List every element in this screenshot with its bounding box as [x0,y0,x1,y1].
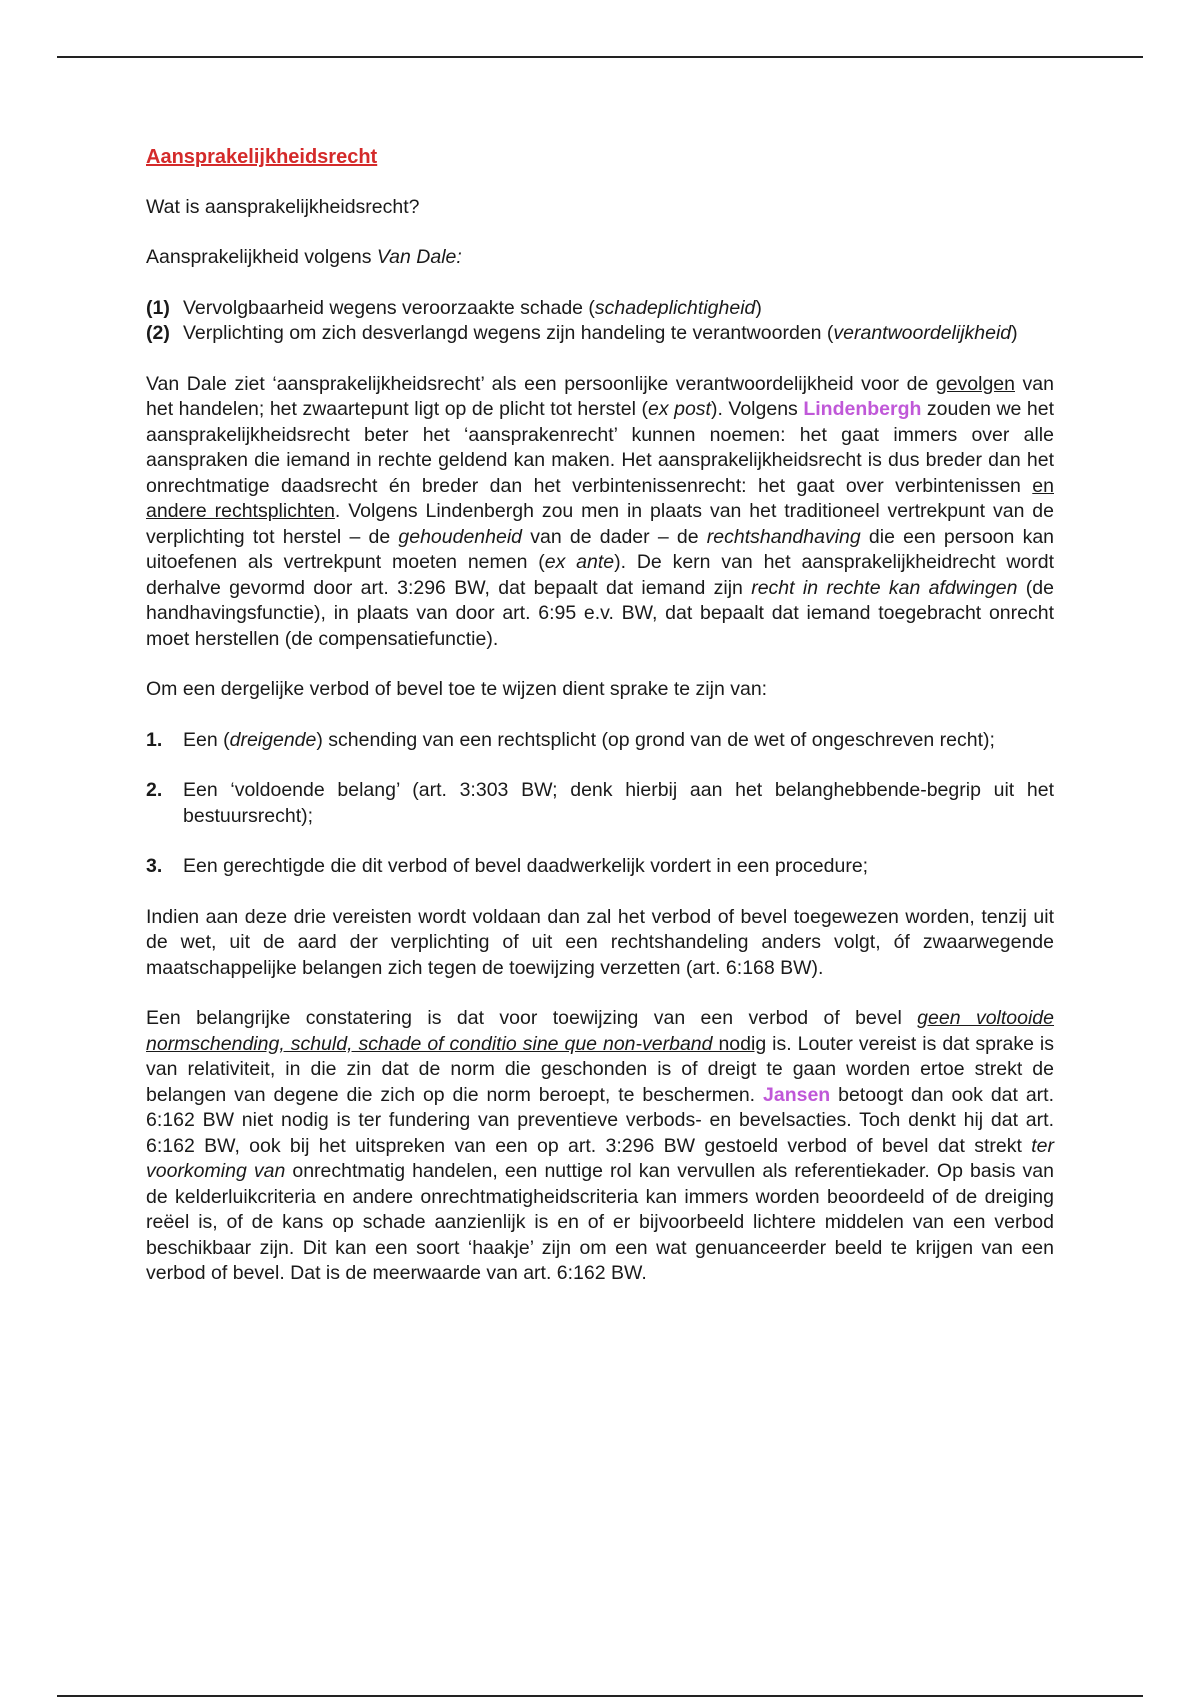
list-number: 1. [146,728,163,751]
list-item [146,321,1054,347]
document-body [146,145,1054,1287]
vandale-intro: Aansprakelijkheid volgens Van Dale: [146,246,462,268]
list-item [146,778,1054,829]
list-number: 2. [146,779,163,801]
requirements-list [146,728,1054,880]
definition-list [146,296,1054,347]
header-rule [57,56,1143,58]
list-text: Een (dreigende) schending van een rechtsplicht (op grond van de wet of ongeschreven recht); [183,728,995,751]
list-item [146,728,1054,754]
list-text: Een ‘voldoende belang’ (art. 3:303 BW; denk hierbij aan het belanghebbende-begrip uit het bestuursrecht); [183,779,1054,827]
list-item [146,296,1054,322]
paragraph-vandale-lindenbergh: Van Dale ziet ‘aansprakelijkheidsrecht’ als een persoonlijke verantwoordelijkheid voor de gevolgen van het handelen; het zwaartepunt ligt op de plicht tot herstel (ex post). Volgens Lindenbergh zouden we het aansprakelijkheidsrecht beter het ‘aansprakenrecht’ kunnen noemen: het gaat immers over alle aanspraken die iemand in rechte geldend kan maken. Het aansprakelijkheidsrecht is dus breder dan het onrechtmatige daadsrecht én breder dan het verbintenissenrecht: het gaat over verbintenissen en andere rechtsplichten. Volgens Lindenbergh zou men in plaats van het traditioneel vertrekpunt van de verplichting tot herstel – de gehoudenheid van de dader – de rechtshandhaving die een persoon kan uitoefenen als vertrekpunt moeten nemen (ex ante). De kern van het aansprakelijkheidrecht wordt derhalve gevormd door art. 3:296 BW, dat bepaalt dat iemand zijn recht in rechte kan afdwingen (de handhavingsfunctie), in plaats van door art. 6:95 e.v. BW, dat bepaalt dat iemand toegebracht onrecht moet herstellen (de compensatiefunctie). [146,372,1055,650]
question-line: Wat is aansprakelijkheidsrecht? [146,195,420,218]
list-number: (1) [146,296,170,319]
paragraph-art-6-168: Indien aan deze drie vereisten wordt voldaan dan zal het verbod of bevel toegewezen worden, tenzij uit de wet, uit de aard der verplichting of uit een rechtshandeling anders volgt, óf zwaarwegende maatschappelijke belangen zich tegen de toewijzing verzetten (art. 6:168 BW). [146,905,1054,979]
paragraph-requirements-intro: Om een dergelijke verbod of bevel toe te wijzen dient sprake te zijn van: [146,678,768,700]
author-name-lindenbergh: Lindenbergh [803,398,922,420]
author-name-jansen: Jansen [763,1083,831,1106]
paragraph-jansen: Een belangrijke constatering is dat voor toewijzing van een verbod of bevel geen voltooide normschending, schuld, schade of conditio sine que non-verband nodig is. Louter vereist is dat sprake is van relativiteit, in die zin dat de norm die geschonden is of dreigt te gaan worden ertoe strekt de belangen van degene die zich op die norm beroept, te beschermen. Jansen betoogt dan ook dat art. 6:162 BW niet nodig is ter fundering van preventieve verbods- en bevelsacties. Toch denkt hij dat art. 6:162 BW, ook bij het uitspreken van een op art. 3:296 BW gestoeld verbod of bevel dat strekt ter voorkoming van onrechtmatig handelen, een nuttige rol kan vervullen als referentiekader. Op basis van de kelderluikcriteria en andere onrechtmatigheidscriteria kan immers worden beoordeeld of de dreiging reëel is, of de kans op schade aanzienlijk is en of er bijvoorbeeld lichtere middelen van een verbod beschikbaar zijn. Dit kan een soort ‘haakje’ zijn om een wat genuanceerder beeld te krijgen van een verbod of bevel. Dat is de meerwaarde van art. 6:162 BW. [146,1007,1055,1284]
footer-rule [57,1695,1143,1697]
list-text: Verplichting om zich desverlangd wegens zijn handeling te verantwoorden (verantwoordelijkheid) [183,322,1018,344]
list-text: Vervolgbaarheid wegens veroorzaakte schade (schadeplichtigheid) [183,296,762,319]
list-text: Een gerechtigde die dit verbod of bevel daadwerkelijk vordert in een procedure; [183,855,869,877]
list-number: (2) [146,322,170,344]
list-number: 3. [146,855,163,877]
list-item [146,854,1054,880]
document-title: Aansprakelijkheidsrecht [146,146,378,168]
